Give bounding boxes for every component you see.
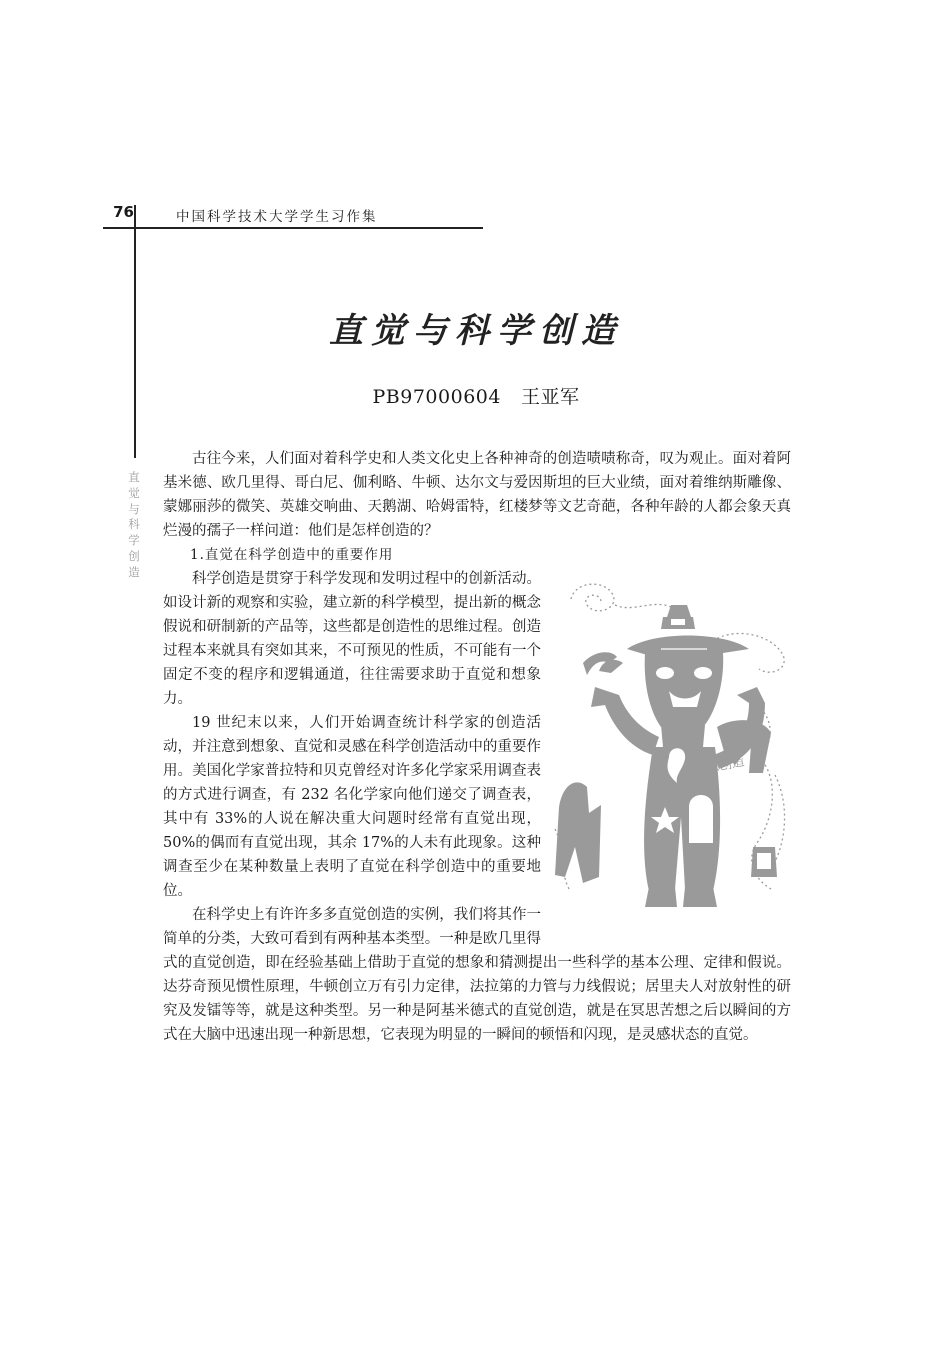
article-body xyxy=(163,447,791,1047)
side-title-char: 直 xyxy=(128,470,140,484)
page-number: 76 xyxy=(113,203,134,221)
side-title-char: 与 xyxy=(128,501,140,516)
side-title-char: 学 xyxy=(128,533,140,548)
paragraph: 19 世纪末以来，人们开始调查统计科学家的创造活动，并注意到想象、直觉和灵感在科学创造活动中的重要作用。美国化学家普拉特和贝克曾经对许多化学家采用调查表的方式进行调查，有 232 名化学家向他们递交了调查表，其中有 33%的人说在解决重大问题时经常有直觉出现，50%的偶而有直觉出现，其余 17%的人未有此现象。这种调查至少在某种数量上表明了直觉在科学创造中的重要地位。 xyxy=(163,715,541,899)
side-title-char: 科 xyxy=(128,517,140,532)
author-name: 王亚军 xyxy=(520,386,580,408)
section-heading: 1.直觉在科学创造中的重要作用 xyxy=(190,547,394,563)
illustration xyxy=(553,577,791,935)
paragraph: 科学创造是贯穿于科学发现和发明过程中的创新活动。如设计新的观察和实验，建立新的科学模型，提出新的概念假说和研制新的产品等，这些都是创造性的思维过程。创造过程本来就具有突如其来，不可预见的性质，不可能有一个固定不变的程序和逻辑通道，往往需要求助于直觉和想象力。 xyxy=(163,571,541,707)
running-header-title: 中国科学技术大学学生习作集 xyxy=(176,209,378,225)
figure-vertical-text: 想创造 xyxy=(704,754,746,777)
article-title: 直觉与科学创造 xyxy=(329,311,623,351)
side-title-char: 觉 xyxy=(128,485,140,500)
article-author-line xyxy=(0,382,952,409)
side-title-char: 创 xyxy=(128,548,140,563)
side-running-title xyxy=(126,470,142,581)
header-rule xyxy=(103,227,483,229)
paragraph: 古往今来，人们面对着科学史和人类文化史上各种神奇的创造啧啧称奇，叹为观止。面对着阿基米德、欧几里得、哥白尼、伽利略、牛顿、达尔文与爱因斯坦的巨大业绩，面对着维纳斯雕像、蒙娜丽莎的微笑、英雄交响曲、天鹅湖、哈姆雷特，红楼梦等文艺奇葩，各种年龄的人都会象天真烂漫的孺子一样问道：他们是怎样创造的？ xyxy=(163,451,791,539)
paragraph: 在科学史上有许许多多直觉创造的实例，我们将其作一简单的分类，大致可看到有两种基本类型。一种是欧几里得式的直觉创造，即在经验基础上借助于直觉的想象和猜测提出一些科学的基本公理、定律和假说。达芬奇预见惯性原理，牛顿创立万有引力定律，法拉第的力管与力线假说；居里夫人对放射性的研究及发镭等等，就是这种类型。另一种是阿基米德式的直觉创造，就是在冥思苦想之后以瞬间的方式在大脑中迅速出现一种新思想，它表现为明显的一瞬间的顿悟和闪现，是灵感状态的直觉。 xyxy=(163,907,791,1043)
student-id: PB97000604 xyxy=(372,386,501,408)
side-title-char: 造 xyxy=(128,564,140,579)
folk-art-figure-illustration xyxy=(553,577,791,935)
